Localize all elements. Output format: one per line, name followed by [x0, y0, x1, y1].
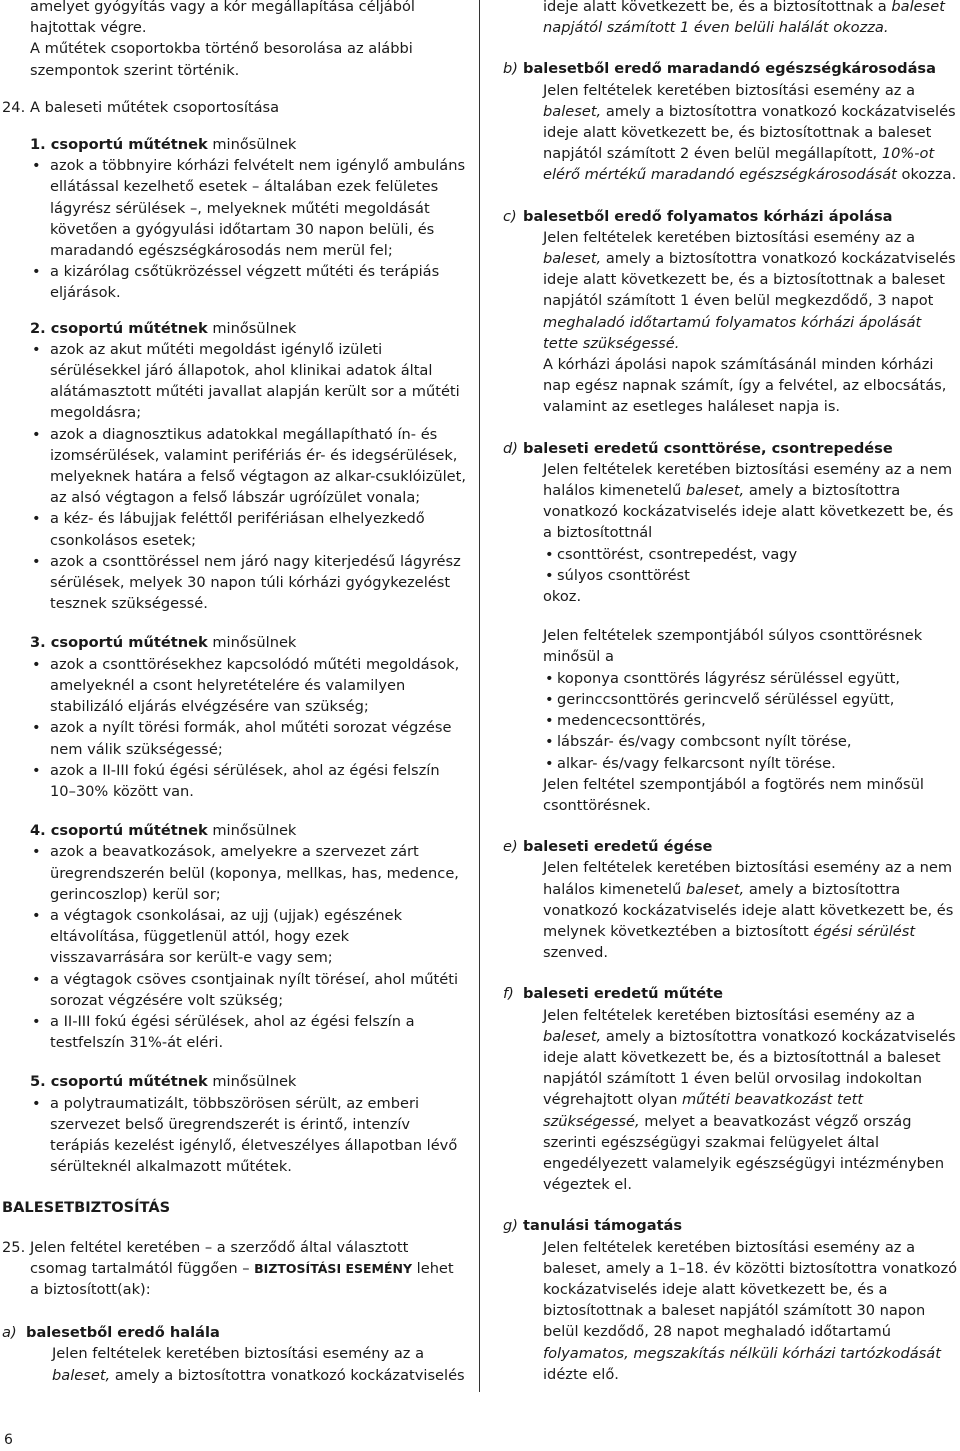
group-3-list [30, 654, 466, 802]
list-item: • azok az akut műtéti megoldást igénylő izületi sérülésekkel járó állapotok, ahol klinikai adatok által alátámasztott műtéti javallat alapján került sor a műtéti megoldásra; [30, 339, 466, 424]
list-item: • csonttörést, csontrepedést, vagy [543, 544, 960, 565]
item-25: 25. Jelen feltétel keretében – a szerződő által választott csomag tartalmától függően – BIZTOSÍTÁSI ESEMÉNY lehet a biztosított(ak): [2, 1238, 454, 1298]
group-1-list [30, 155, 466, 303]
subsection-g-text: Jelen feltételek keretében biztosítási esemény az a baleset, amely a 1–18. év közötti biztosítottra vonatkozó kockázatviselés ideje alatt következett be, és a biztosítottnak a baleset napjától számított 30 napon belül kezdődő, 28 napot meghaladó időtartamú folyamatos, megszakítás nélküli kórházi tartózkodását idézte elő. [543, 1238, 958, 1383]
subsection-a-heading: a) balesetből eredő halála [2, 1324, 220, 1342]
column-divider [479, 0, 480, 1392]
subsection-e-heading: e) baleseti eredetű égése [503, 838, 713, 856]
group-3-heading: 3. csoportú műtétnek minősülnek [30, 634, 297, 652]
list-item: • azok a II-III fokú égési sérülések, ahol az égési felszín 10–30% között van. [30, 760, 466, 802]
list-item: • azok a nyílt törési formák, ahol műtéti sorozat végzése nem válik szükségessé; [30, 717, 466, 759]
left-column [2, 0, 466, 1386]
subsection-f-text: Jelen feltételek keretében biztosítási esemény az a baleset, amely a biztosítottra vonatkozó kockázatviselés ideje alatt következett be, és a biztosítottnál a baleset napjától számított 1 éven belül orvosilag indokoltan végrehajtott olyan műtéti beavatkozást tett szükségessé, melyet a beavatkozást végző ország szerinti egészségügyi szakmai felügyelet által engedélyezett valamelyik egészségügyi intézményben végeztek el. [543, 1006, 956, 1194]
group-4-heading: 4. csoportú műtétnek minősülnek [30, 822, 297, 840]
list-item: • azok a diagnosztikus adatokkal megállapítható ín- és izomsérülések, valamint perifériás ér- és idegsérülések, melyeknek határa a felső végtagon az alkar-csuklóizület, az alsó végtagon a felső lábszár ugróízület vonala; [30, 424, 466, 509]
list-item: • koponya csonttörés lágyrész sérüléssel együtt, [543, 668, 960, 689]
subsection-b-heading: b) balesetből eredő maradandó egészségkárosodása [503, 60, 936, 78]
list-item: • a végtagok csöves csontjainak nyílt töréseí, ahol műtéti sorozat végzésére volt szükség; [30, 969, 466, 1011]
right-column [503, 0, 960, 1385]
list-item: • azok a csonttörésekhez kapcsolódó műtéti megoldások, amelyeknél a csont helyretételére és valamilyen stabilizáló eljárás elvégzésére van szükség; [30, 654, 466, 718]
list-item: • medencecsonttörés, [543, 710, 960, 731]
subsection-g-heading: g) tanulási támogatás [503, 1217, 683, 1235]
list-item: • alkar- és/vagy felkarcsont nyílt törése. [543, 753, 960, 774]
intro-continuation: amelyet gyógyítás vagy a kór megállapítása céljából hajtottak végre. [30, 0, 415, 37]
group-2-list [30, 339, 466, 615]
group-5-list [30, 1093, 466, 1178]
subsection-d-heading: d) baleseti eredetű csonttörése, csontrepedése [503, 439, 893, 457]
subsection-c-heading: c) balesetből eredő folyamatos kórházi ápolása [503, 207, 893, 225]
list-item: • gerinccsonttörés gerincvelő sérüléssel együtt, [543, 689, 960, 710]
list-item: • a II-III fokú égési sérülések, ahol az égési felszín a testfelszín 31%-át eléri. [30, 1011, 466, 1053]
subsection-f-heading: f) baleseti eredetű műtéte [503, 985, 723, 1003]
subsection-a-text: Jelen feltételek keretében biztosítási esemény az a baleset, amely a biztosítottra vonatkozó kockázatviselés [52, 1345, 465, 1384]
list-item: • a polytraumatizált, többszörösen sérült, az emberi szervezet belső üregrendszerét is érintő, intenzív terápiás kezelést igénylő, életveszélyes állapotban lévő sérülteknél alkalmazott műtétek. [30, 1093, 466, 1178]
subsection-c-text: Jelen feltételek keretében biztosítási esemény az a baleset, amely a biztosítottra vonatkozó kockázatviselés ideje alatt következett be, és a biztosítottnak a baleset napjától számított 1 éven belül megkezdődő, 3 napot meghaladó időtartamú folyamatos kórházi ápolását tette szükségessé. A kórházi ápolási napok számításánál minden kórházi nap egész napnak számít, így a felvétel, az elbocsátás, valamint az esetleges haláleset napja is. [543, 228, 956, 416]
subsection-a-continued: ideje alatt következett be, és a biztosítottnak a baleset napjától számított 1 éven belüli halálát okozza. [543, 0, 945, 37]
subsection-b-text: Jelen feltételek keretében biztosítási esemény az a baleset, amely a biztosítottra vonatkozó kockázatviselés ideje alatt következett be, és biztosítottnak a baleset napjától számított 2 éven belül megállapított, 10%-ot elérő mértékű maradandó egészségkárosodását okozza. [543, 81, 957, 184]
group-2-heading: 2. csoportú műtétnek minősülnek [30, 319, 297, 337]
list-item: • azok a beavatkozások, amelyekre a szervezet zárt üregrendszerén belül (koponya, mellkas, has, medence, gerincoszlop) kerül sor; [30, 841, 466, 905]
subsection-d-text: Jelen feltételek keretében biztosítási esemény az a nem halálos kimenetelű baleset, amely a biztosítottra vonatkozó kockázatviselés ideje alatt következett be, és a biztosítottnál • csonttörést, csontrepedést, vagy • súlyos csonttörést okoz. Jelen feltételek szempontjából súlyos csonttörésnek minősül a • koponya csonttörés lágyrész sérüléssel együtt, • gerinccsonttörés gerincvelő sérüléssel együtt, • medencecsonttörés, • lábszár- és/vagy combcsont nyílt törése, • alkar- és/vagy felkarcsont nyílt törése. Jelen feltétel szempontjából a fogtörés nem minősül csonttörésnek. [503, 459, 960, 816]
page-number: 6 [4, 1432, 13, 1448]
intro-paragraph: A műtétek csoportokba történő besorolása az alábbi szempontok szerint történik. [30, 40, 413, 79]
list-item: • azok a többnyire kórházi felvételt nem igénylő ambuláns ellátással kezelhető esetek – általában ezek felületes lágyrész sérülések –, melyeknek műtéti megoldását követően a gyógyulási időtartam 30 napon belüli, és maradandó egészségkárosodás nem merül fel; [30, 155, 466, 261]
item-24: 24. A baleseti műtétek csoportosítása [2, 98, 280, 116]
group-5-heading: 5. csoportú műtétnek minősülnek [30, 1073, 297, 1091]
group-1-heading: 1. csoportú műtétnek minősülnek [30, 136, 297, 154]
list-item: • a kizárólag csőtükrözéssel végzett műtéti és terápiás eljárások. [30, 261, 466, 303]
list-item: • súlyos csonttörést [543, 565, 960, 586]
group-4-list [30, 841, 466, 1053]
list-item: • a végtagok csonkolásai, az ujj (ujjak) egészének eltávolítása, függetlenül attól, hogy ezek visszavarrására sor került-e vagy sem; [30, 905, 466, 969]
list-item: • lábszár- és/vagy combcsont nyílt törése, [543, 731, 960, 752]
section-heading: BALESETBIZTOSÍTÁS [2, 1199, 171, 1217]
list-item: • a kéz- és lábujjak feléttől perifériásan elhelyezkedő csonkolásos esetek; [30, 508, 466, 550]
subsection-e-text: Jelen feltételek keretében biztosítási esemény az a nem halálos kimenetelű baleset, amely a biztosítottra vonatkozó kockázatviselés ideje alatt következett be, és melynek következtében a biztosított égési sérülést szenved. [543, 859, 954, 962]
list-item: • azok a csonttöréssel nem járó nagy kiterjedésű lágyrész sérülések, melyek 30 napon túli kórházi gyógykezelést tesznek szükségessé. [30, 551, 466, 615]
